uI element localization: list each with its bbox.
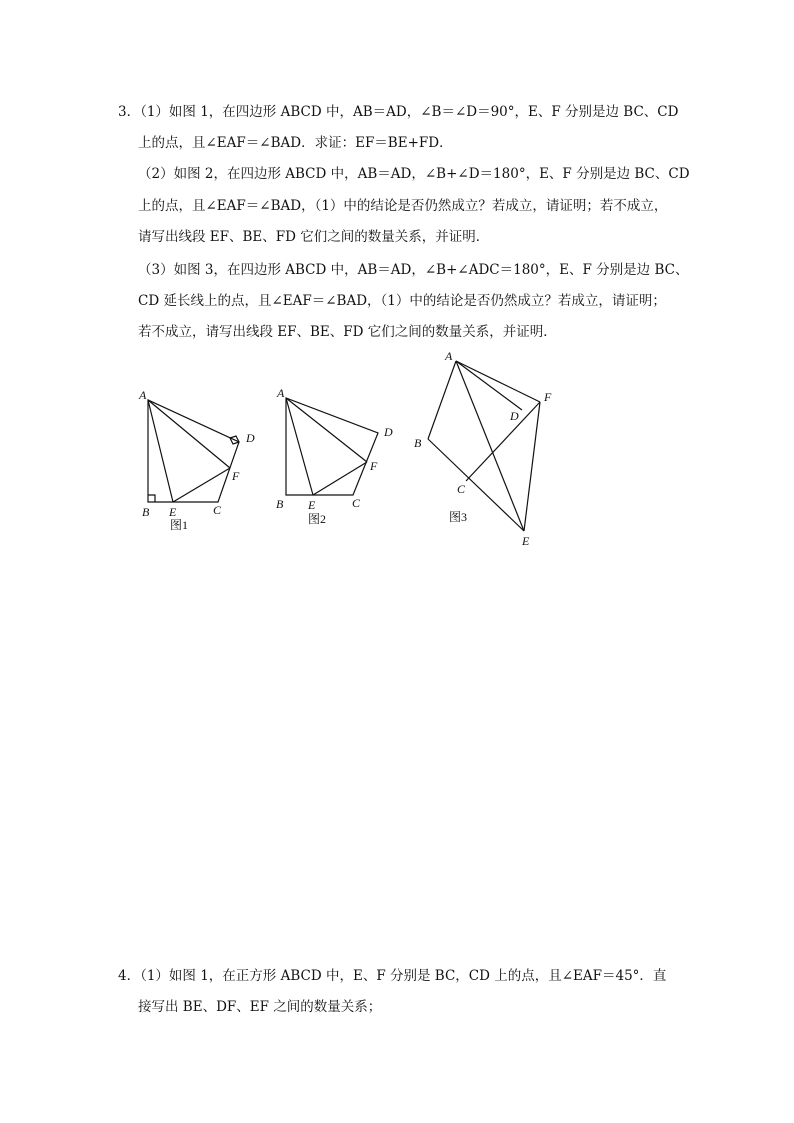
fig3-segment-fe [524,402,540,531]
problem4-line-1: 4．（1）如图 1，在正方形 ABCD 中，E、F 分别是 BC，CD 上的点，且∠EAF＝45°．直 [118,968,667,984]
figure-1 [138,388,255,532]
fig1-label-d: D [246,431,255,445]
fig2-segment-ae [286,398,313,495]
problem4-line-2: 接写出 BE、DF、EF 之间的数量关系； [138,999,382,1015]
fig2-label-d: D [384,425,393,439]
fig3-label-b: B [414,436,422,450]
fig2-label-f: F [370,459,378,473]
fig1-right-angle-b [148,495,155,502]
fig3-label-a: A [445,349,453,363]
problem3-line-5: 请写出线段 EF、BE、FD 它们之间的数量关系，并证明． [138,229,490,245]
fig1-segment-af [148,400,230,468]
fig3-label-f: F [544,390,552,404]
fig3-segment-ab [428,361,456,439]
fig3-label-e: E [522,534,530,548]
problem3-line-6: （3）如图 3，在四边形 ABCD 中，AB＝AD，∠B+∠ADC＝180°，E、F 分别是边 BC、 [138,262,689,278]
problem3-line-7: CD 延长线上的点，且∠EAF＝∠BAD，（1）中的结论是否仍然成立？若成立，请证明； [138,293,666,309]
fig1-label-b: B [142,505,150,519]
fig2-label-b: B [276,497,284,511]
fig3-label-d: D [510,409,519,423]
fig2-segment-ef [313,462,367,495]
fig2-caption: 图2 [308,512,327,526]
problem3-line-8: 若不成立，请写出线段 EF、BE、FD 它们之间的数量关系，并证明． [138,324,557,340]
fig1-label-e: E [169,505,177,519]
fig1-label-c: C [213,503,222,517]
fig3-caption: 图3 [449,510,468,524]
problem3-line-3: （2）如图 2，在四边形 ABCD 中，AB＝AD，∠B+∠D＝180°，E、F 分别是边 BC、CD [138,166,690,182]
fig1-quadrilateral [148,400,239,502]
fig3-segment-af [456,361,540,402]
fig2-label-c: C [352,496,361,510]
fig2-label-a: A [277,386,285,400]
figure-3 [414,349,552,548]
fig1-caption: 图1 [170,518,189,532]
fig1-segment-ef [173,468,230,502]
fig1-label-a: A [139,388,147,402]
figure-2 [276,386,393,526]
fig2-label-e: E [308,498,316,512]
fig2-segment-af [286,398,367,462]
problem3-line-2: 上的点，且∠EAF＝∠BAD．求证：EF＝BE+FD． [138,135,453,151]
problem3-line-4: 上的点，且∠EAF＝∠BAD，（1）中的结论是否仍然成立？若成立，请证明；若不成立， [138,198,668,214]
fig1-label-f: F [232,469,240,483]
fig3-label-c: C [457,482,466,496]
fig3-segment-be [428,439,524,531]
fig1-segment-ae [148,400,173,502]
problem3-line-1: 3．（1）如图 1，在四边形 ABCD 中，AB＝AD，∠B＝∠D＝90°，E、F 分别是边 BC、CD [118,104,679,120]
